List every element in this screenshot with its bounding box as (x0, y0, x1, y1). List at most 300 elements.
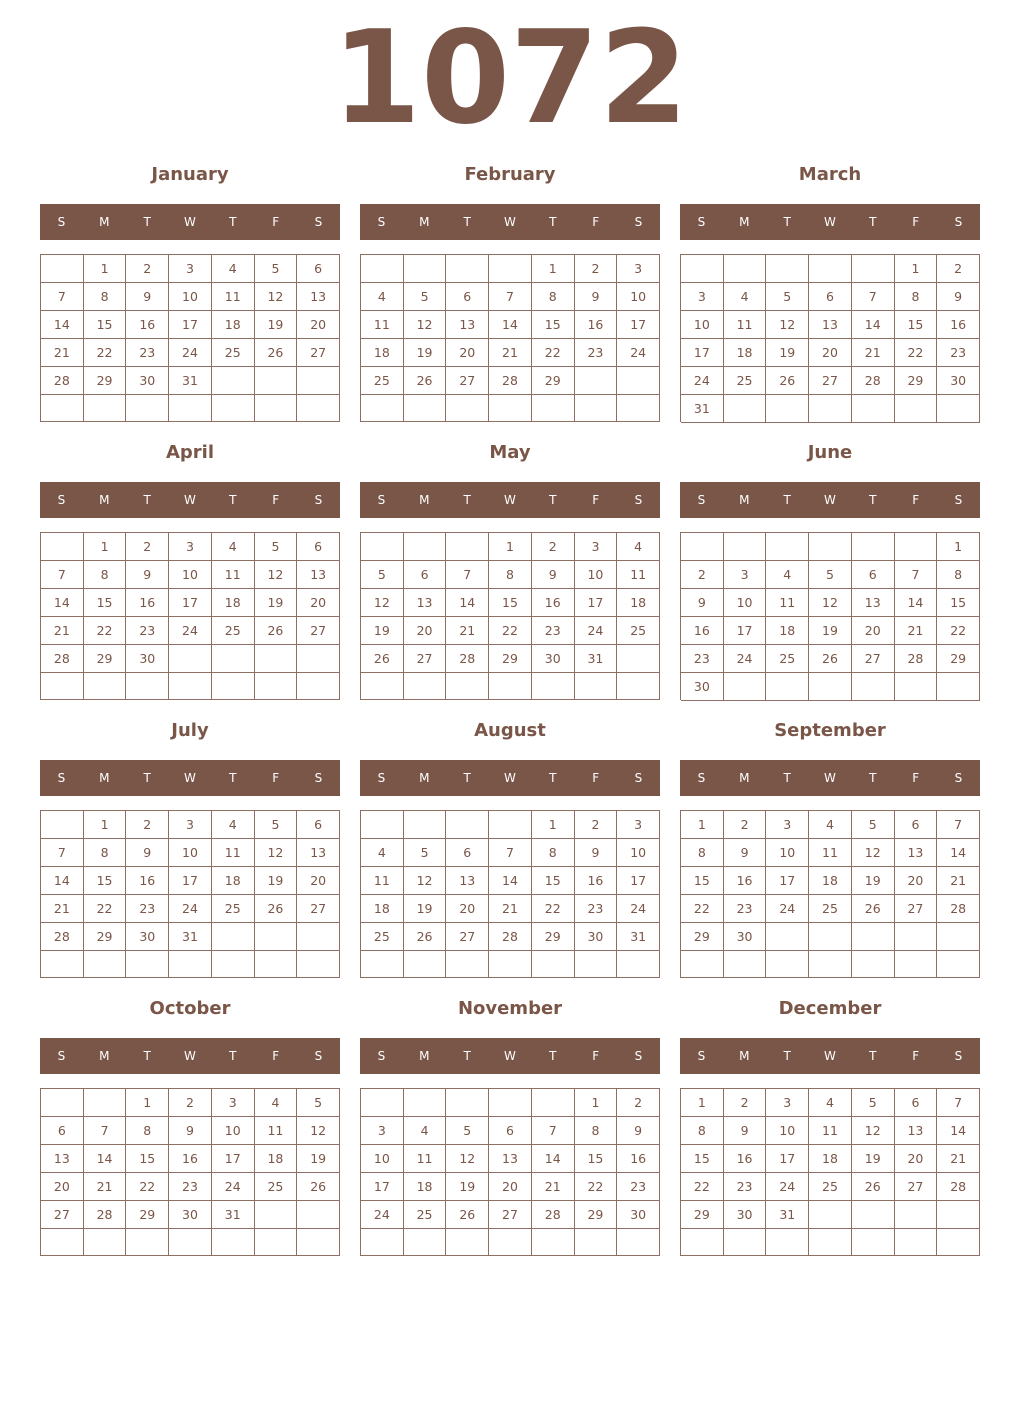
day-cell: 16 (724, 867, 767, 895)
weekday-label: M (99, 771, 110, 785)
day-cell: 20 (297, 867, 340, 895)
day-cell: 10 (169, 283, 212, 311)
empty-cell (489, 255, 532, 283)
weekday-label: T (549, 215, 557, 229)
day-cell: 27 (852, 645, 895, 673)
weekday-label: F (912, 771, 920, 785)
day-cell: 5 (404, 839, 447, 867)
day-cell: 7 (41, 283, 84, 311)
empty-cell (895, 923, 938, 951)
day-cell: 16 (126, 589, 169, 617)
day-cell: 7 (489, 283, 532, 311)
empty-cell (212, 673, 255, 700)
day-cell: 21 (489, 339, 532, 367)
day-cell: 7 (489, 839, 532, 867)
day-cell: 30 (681, 673, 724, 701)
day-cell: 8 (126, 1117, 169, 1145)
weekday-label: W (824, 1049, 836, 1063)
empty-cell (297, 923, 340, 951)
month-may (360, 438, 660, 718)
day-cell: 26 (297, 1173, 340, 1201)
empty-cell (41, 811, 84, 839)
day-cell: 26 (809, 645, 852, 673)
day-cell: 23 (126, 895, 169, 923)
weekday-label: M (99, 493, 110, 507)
day-cell: 16 (532, 589, 575, 617)
weekday-label: T (869, 1049, 877, 1063)
empty-cell (84, 395, 127, 422)
day-cell: 25 (724, 367, 767, 395)
empty-cell (255, 367, 298, 395)
weekday-label: T (229, 1049, 237, 1063)
weekday-label: M (419, 771, 430, 785)
day-cell: 28 (895, 645, 938, 673)
empty-cell (724, 533, 767, 561)
day-cell: 23 (126, 617, 169, 645)
day-cell: 2 (126, 255, 169, 283)
day-cell: 5 (852, 811, 895, 839)
empty-cell (361, 1229, 404, 1256)
weekday-label: T (783, 215, 791, 229)
month-name: April (165, 442, 215, 463)
empty-cell (895, 673, 938, 701)
empty-cell (681, 1229, 724, 1256)
day-cell: 10 (361, 1145, 404, 1173)
weekday-label: F (592, 215, 600, 229)
day-cell: 25 (361, 923, 404, 951)
weekday-header (40, 760, 340, 796)
empty-cell (809, 673, 852, 701)
empty-cell (255, 1201, 298, 1229)
day-cell: 19 (766, 339, 809, 367)
weekday-label: F (912, 493, 920, 507)
day-cell: 6 (489, 1117, 532, 1145)
empty-cell (446, 951, 489, 978)
day-cell: 13 (297, 839, 340, 867)
empty-cell (895, 533, 938, 561)
day-cell: 11 (361, 311, 404, 339)
day-cell: 15 (126, 1145, 169, 1173)
weekday-label: S (697, 493, 706, 507)
day-cell: 27 (489, 1201, 532, 1229)
day-cell: 26 (361, 645, 404, 673)
day-cell: 27 (41, 1201, 84, 1229)
weekday-label: M (99, 1049, 110, 1063)
day-cell: 28 (937, 1173, 980, 1201)
empty-cell (212, 645, 255, 673)
day-cell: 4 (766, 561, 809, 589)
day-cell: 26 (404, 367, 447, 395)
empty-cell (617, 673, 660, 700)
day-cell: 23 (575, 895, 618, 923)
day-cell: 14 (41, 589, 84, 617)
weekday-label: S (377, 493, 386, 507)
day-cell: 20 (809, 339, 852, 367)
day-grid (680, 532, 980, 700)
day-cell: 16 (126, 867, 169, 895)
empty-cell (84, 951, 127, 978)
empty-cell (361, 1089, 404, 1117)
weekday-header (680, 1038, 980, 1074)
weekday-label: T (549, 493, 557, 507)
day-cell: 25 (809, 1173, 852, 1201)
day-grid (40, 254, 340, 422)
empty-cell (937, 673, 980, 701)
day-cell: 11 (212, 283, 255, 311)
empty-cell (446, 673, 489, 700)
day-cell: 23 (681, 645, 724, 673)
empty-cell (297, 395, 340, 422)
weekday-header (40, 1038, 340, 1074)
day-cell: 31 (169, 923, 212, 951)
weekday-label: T (463, 1049, 471, 1063)
empty-cell (809, 395, 852, 423)
empty-cell (489, 673, 532, 700)
weekday-label: S (377, 1049, 386, 1063)
day-cell: 12 (446, 1145, 489, 1173)
empty-cell (361, 811, 404, 839)
day-cell: 24 (766, 895, 809, 923)
day-cell: 23 (937, 339, 980, 367)
day-cell: 7 (446, 561, 489, 589)
weekday-label: M (419, 493, 430, 507)
day-cell: 22 (84, 617, 127, 645)
day-cell: 10 (169, 839, 212, 867)
empty-cell (852, 923, 895, 951)
day-cell: 1 (681, 1089, 724, 1117)
weekday-label: T (783, 771, 791, 785)
weekday-label: M (739, 1049, 750, 1063)
day-cell: 30 (617, 1201, 660, 1229)
day-cell: 18 (404, 1173, 447, 1201)
day-cell: 19 (446, 1173, 489, 1201)
day-cell: 24 (212, 1173, 255, 1201)
empty-cell (84, 673, 127, 700)
day-cell: 21 (937, 1145, 980, 1173)
day-cell: 18 (212, 867, 255, 895)
weekday-label: W (184, 1049, 196, 1063)
day-cell: 21 (41, 339, 84, 367)
day-cell: 26 (404, 923, 447, 951)
day-cell: 18 (766, 617, 809, 645)
day-cell: 2 (575, 811, 618, 839)
day-cell: 17 (169, 311, 212, 339)
day-cell: 30 (575, 923, 618, 951)
day-cell: 21 (895, 617, 938, 645)
empty-cell (766, 951, 809, 978)
day-cell: 22 (681, 895, 724, 923)
empty-cell (724, 1229, 767, 1256)
day-cell: 31 (617, 923, 660, 951)
day-cell: 7 (532, 1117, 575, 1145)
weekday-label: S (954, 215, 963, 229)
day-cell: 15 (937, 589, 980, 617)
weekday-label: S (634, 493, 643, 507)
day-grid (680, 1088, 980, 1256)
day-cell: 1 (84, 811, 127, 839)
day-cell: 19 (255, 311, 298, 339)
day-cell: 24 (575, 617, 618, 645)
weekday-label: T (229, 493, 237, 507)
day-cell: 19 (852, 1145, 895, 1173)
weekday-label: S (57, 771, 66, 785)
day-cell: 4 (809, 811, 852, 839)
day-cell: 24 (766, 1173, 809, 1201)
day-cell: 26 (255, 617, 298, 645)
empty-cell (361, 533, 404, 561)
day-cell: 4 (212, 533, 255, 561)
day-cell: 30 (532, 645, 575, 673)
day-cell: 5 (446, 1117, 489, 1145)
weekday-header (680, 482, 980, 518)
day-cell: 9 (126, 283, 169, 311)
day-cell: 4 (212, 811, 255, 839)
day-cell: 16 (617, 1145, 660, 1173)
day-cell: 27 (895, 1173, 938, 1201)
empty-cell (255, 1229, 298, 1256)
empty-cell (297, 1229, 340, 1256)
day-cell: 9 (724, 839, 767, 867)
empty-cell (809, 533, 852, 561)
day-cell: 31 (169, 367, 212, 395)
day-grid (40, 1088, 340, 1256)
month-name: July (171, 720, 209, 741)
day-cell: 6 (895, 811, 938, 839)
empty-cell (852, 1229, 895, 1256)
empty-cell (575, 1229, 618, 1256)
day-cell: 17 (617, 867, 660, 895)
empty-cell (297, 367, 340, 395)
empty-cell (255, 673, 298, 700)
empty-cell (41, 951, 84, 978)
weekday-label: W (184, 493, 196, 507)
day-cell: 14 (937, 839, 980, 867)
day-cell: 5 (255, 811, 298, 839)
weekday-label: F (912, 215, 920, 229)
day-cell: 31 (575, 645, 618, 673)
empty-cell (937, 1201, 980, 1229)
day-cell: 11 (809, 839, 852, 867)
day-cell: 17 (724, 617, 767, 645)
day-cell: 9 (575, 839, 618, 867)
day-cell: 17 (169, 867, 212, 895)
day-cell: 8 (84, 839, 127, 867)
day-cell: 17 (169, 589, 212, 617)
weekday-label: M (99, 215, 110, 229)
day-cell: 18 (724, 339, 767, 367)
month-name: March (798, 164, 862, 185)
day-cell: 18 (361, 895, 404, 923)
day-cell: 20 (895, 867, 938, 895)
empty-cell (404, 255, 447, 283)
weekday-label: S (314, 493, 323, 507)
day-cell: 26 (766, 367, 809, 395)
empty-cell (446, 395, 489, 422)
day-grid (360, 810, 660, 978)
month-june (680, 438, 980, 718)
weekday-label: W (184, 215, 196, 229)
weekday-header (680, 204, 980, 240)
day-cell: 8 (681, 839, 724, 867)
day-cell: 13 (446, 311, 489, 339)
empty-cell (809, 923, 852, 951)
day-cell: 28 (532, 1201, 575, 1229)
weekday-label: F (272, 771, 280, 785)
weekday-label: F (272, 493, 280, 507)
day-cell: 15 (532, 867, 575, 895)
day-cell: 15 (895, 311, 938, 339)
day-cell: 12 (255, 283, 298, 311)
day-cell: 16 (681, 617, 724, 645)
weekday-label: T (143, 771, 151, 785)
empty-cell (41, 255, 84, 283)
empty-cell (852, 1201, 895, 1229)
weekday-label: S (377, 771, 386, 785)
weekday-label: S (377, 215, 386, 229)
empty-cell (724, 255, 767, 283)
day-cell: 10 (766, 1117, 809, 1145)
day-cell: 12 (404, 867, 447, 895)
empty-cell (84, 1089, 127, 1117)
day-cell: 18 (212, 311, 255, 339)
weekday-label: S (697, 1049, 706, 1063)
day-cell: 11 (724, 311, 767, 339)
empty-cell (297, 673, 340, 700)
day-cell: 23 (724, 1173, 767, 1201)
day-cell: 10 (724, 589, 767, 617)
day-cell: 14 (489, 867, 532, 895)
day-cell: 22 (895, 339, 938, 367)
day-cell: 2 (617, 1089, 660, 1117)
day-cell: 30 (169, 1201, 212, 1229)
weekday-label: T (869, 493, 877, 507)
day-cell: 8 (575, 1117, 618, 1145)
day-cell: 19 (255, 867, 298, 895)
day-cell: 9 (575, 283, 618, 311)
month-january (40, 160, 340, 440)
day-cell: 25 (212, 895, 255, 923)
day-cell: 4 (361, 283, 404, 311)
empty-cell (617, 951, 660, 978)
weekday-label: M (419, 1049, 430, 1063)
weekday-label: W (184, 771, 196, 785)
day-cell: 23 (575, 339, 618, 367)
empty-cell (532, 1089, 575, 1117)
day-cell: 15 (84, 867, 127, 895)
day-cell: 3 (617, 811, 660, 839)
day-cell: 27 (809, 367, 852, 395)
empty-cell (361, 255, 404, 283)
day-cell: 25 (255, 1173, 298, 1201)
day-grid (360, 532, 660, 700)
month-october (40, 994, 340, 1274)
empty-cell (41, 673, 84, 700)
day-cell: 19 (809, 617, 852, 645)
day-cell: 16 (937, 311, 980, 339)
day-cell: 27 (297, 617, 340, 645)
day-cell: 13 (404, 589, 447, 617)
day-cell: 26 (255, 339, 298, 367)
day-grid (360, 254, 660, 422)
day-cell: 3 (361, 1117, 404, 1145)
weekday-label: F (272, 1049, 280, 1063)
empty-cell (126, 951, 169, 978)
empty-cell (575, 395, 618, 422)
year-title: 1072 (331, 4, 689, 153)
weekday-label: W (504, 771, 516, 785)
day-cell: 22 (532, 339, 575, 367)
day-cell: 5 (255, 533, 298, 561)
day-cell: 23 (724, 895, 767, 923)
empty-cell (895, 395, 938, 423)
weekday-label: S (634, 771, 643, 785)
day-cell: 21 (532, 1173, 575, 1201)
day-cell: 6 (446, 839, 489, 867)
weekday-label: S (634, 1049, 643, 1063)
day-cell: 20 (895, 1145, 938, 1173)
day-cell: 6 (446, 283, 489, 311)
month-december (680, 994, 980, 1274)
weekday-label: S (314, 1049, 323, 1063)
empty-cell (809, 1229, 852, 1256)
empty-cell (297, 1201, 340, 1229)
empty-cell (617, 645, 660, 673)
empty-cell (212, 395, 255, 422)
day-cell: 11 (212, 561, 255, 589)
day-cell: 10 (617, 283, 660, 311)
day-cell: 12 (361, 589, 404, 617)
empty-cell (766, 1229, 809, 1256)
weekday-label: M (739, 215, 750, 229)
day-cell: 29 (681, 1201, 724, 1229)
day-cell: 28 (852, 367, 895, 395)
day-cell: 12 (255, 561, 298, 589)
empty-cell (617, 395, 660, 422)
day-cell: 14 (41, 311, 84, 339)
day-cell: 15 (681, 1145, 724, 1173)
weekday-label: T (549, 771, 557, 785)
day-cell: 12 (809, 589, 852, 617)
day-cell: 9 (126, 561, 169, 589)
day-grid (360, 1088, 660, 1256)
weekday-label: T (463, 215, 471, 229)
weekday-label: T (869, 215, 877, 229)
empty-cell (532, 951, 575, 978)
weekday-label: F (272, 215, 280, 229)
day-cell: 1 (575, 1089, 618, 1117)
empty-cell (532, 395, 575, 422)
day-cell: 15 (489, 589, 532, 617)
empty-cell (297, 951, 340, 978)
empty-cell (361, 951, 404, 978)
day-cell: 5 (852, 1089, 895, 1117)
day-cell: 13 (41, 1145, 84, 1173)
day-cell: 24 (681, 367, 724, 395)
empty-cell (84, 1229, 127, 1256)
day-cell: 17 (575, 589, 618, 617)
weekday-label: W (824, 493, 836, 507)
day-cell: 19 (404, 339, 447, 367)
empty-cell (361, 395, 404, 422)
day-cell: 29 (937, 645, 980, 673)
empty-cell (255, 395, 298, 422)
weekday-label: F (912, 1049, 920, 1063)
day-cell: 12 (404, 311, 447, 339)
day-cell: 2 (126, 533, 169, 561)
day-cell: 21 (41, 617, 84, 645)
day-cell: 22 (84, 339, 127, 367)
day-cell: 16 (126, 311, 169, 339)
